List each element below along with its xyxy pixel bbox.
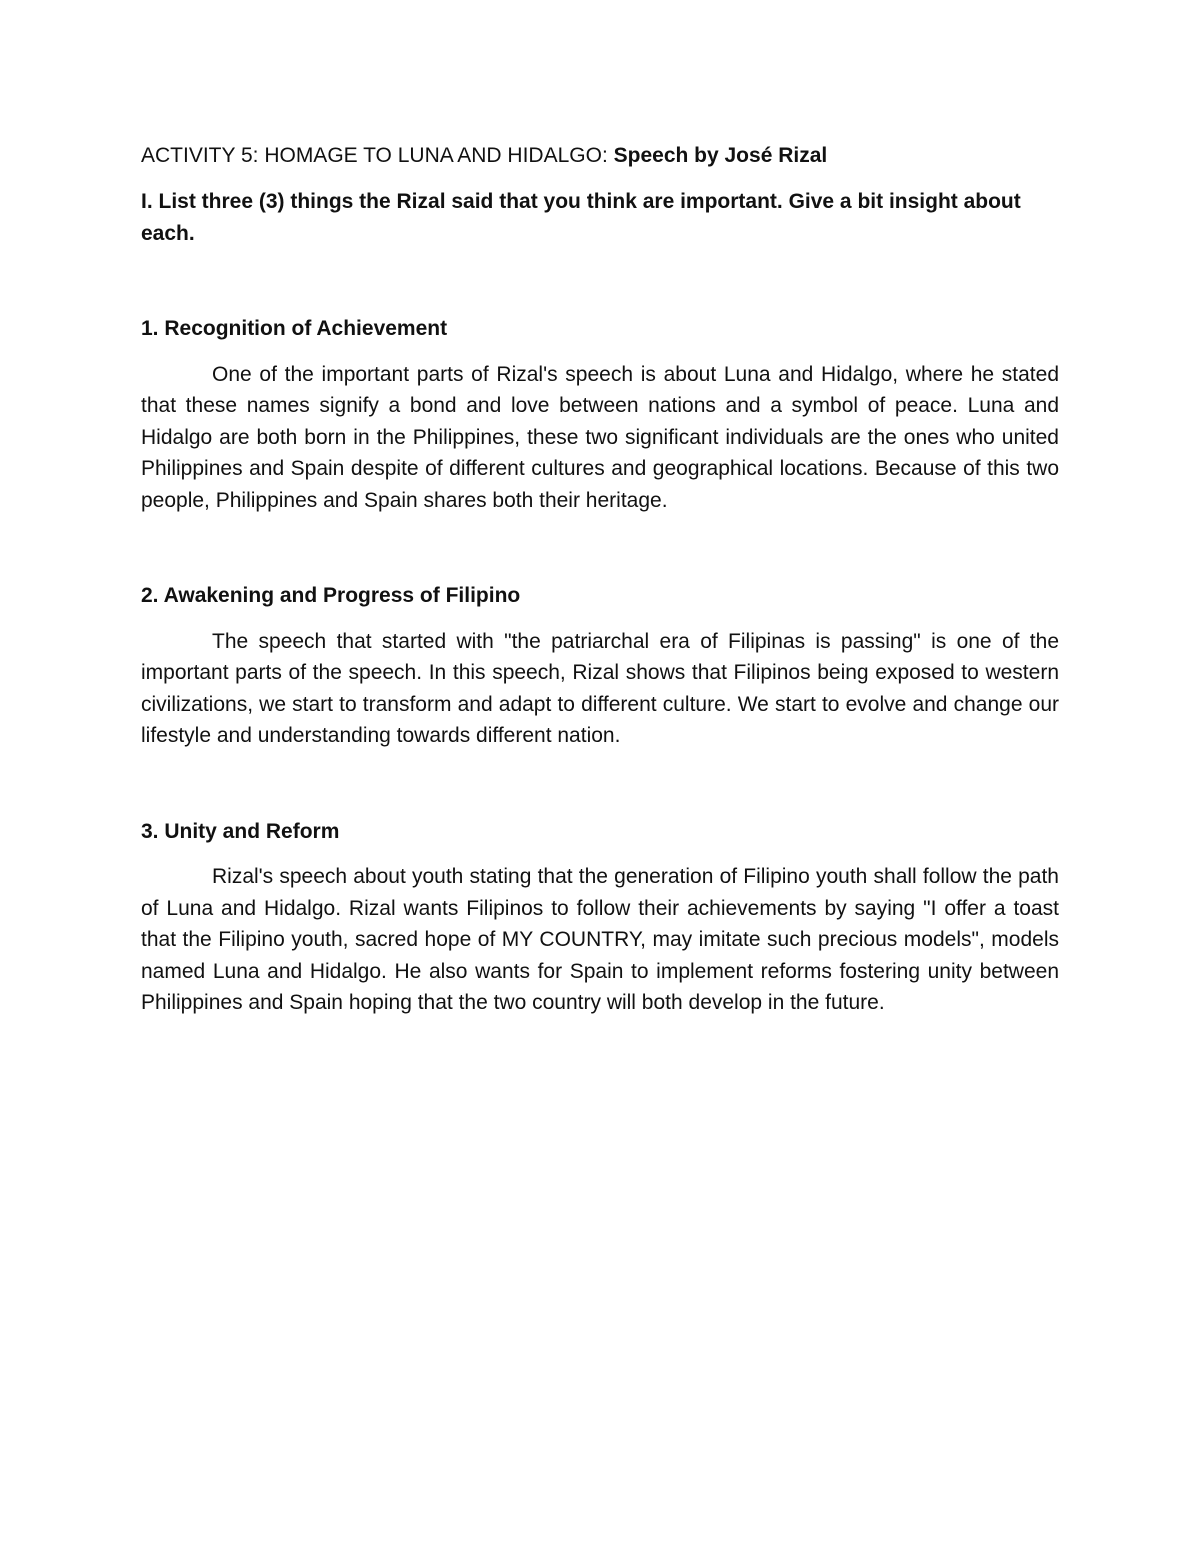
title-suffix: Speech by José Rizal	[607, 144, 828, 167]
instruction-text: I. List three (3) things the Rizal said that you think are important. Give a bit insight about each.	[141, 190, 1021, 245]
title-prefix: ACTIVITY 5: HOMAGE TO LUNA AND HIDALGO:	[141, 144, 608, 167]
document-title	[141, 140, 1059, 172]
document-content	[141, 140, 1059, 1019]
section-body: The speech that started with "the patriarchal era of Filipinas is passing" is one of the important parts of the speech. In this speech, Rizal shows that Filipinos being exposed to western civilizations, we start to transform and adapt to different culture. We start to evolve and change our lifestyle and understanding towards different nation.	[141, 629, 1059, 747]
section-body: Rizal's speech about youth stating that the generation of Filipino youth shall follow the path of Luna and Hidalgo. Rizal wants Filipinos to follow their achievements by saying "I offer a toast that the Filipino youth, sacred hope of MY COUNTRY, may imitate such precious models", models named Luna and Hidalgo. He also wants for Spain to implement reforms fostering unity between Philippines and Spain hoping that the two country will both develop in the future.	[141, 865, 1059, 1014]
section-body: One of the important parts of Rizal's speech is about Luna and Hidalgo, where he stated that these names signify a bond and love between nations and a symbol of peace. Luna and Hidalgo are both born in the Philippines, these two significant individuals are the ones who united Philippines and Spain despite of different cultures and geographical locations. Because of this two people, Philippines and Spain shares both their heritage.	[141, 362, 1059, 512]
section-unity-and-reform	[141, 816, 1059, 1019]
section-awakening-and-progress	[141, 580, 1059, 752]
section-heading: 2. Awakening and Progress of Filipino	[141, 584, 521, 607]
section-heading: 1. Recognition of Achievement	[141, 317, 448, 340]
section-heading: 3. Unity and Reform	[141, 819, 340, 843]
section-recognition-of-achievement	[141, 313, 1059, 516]
